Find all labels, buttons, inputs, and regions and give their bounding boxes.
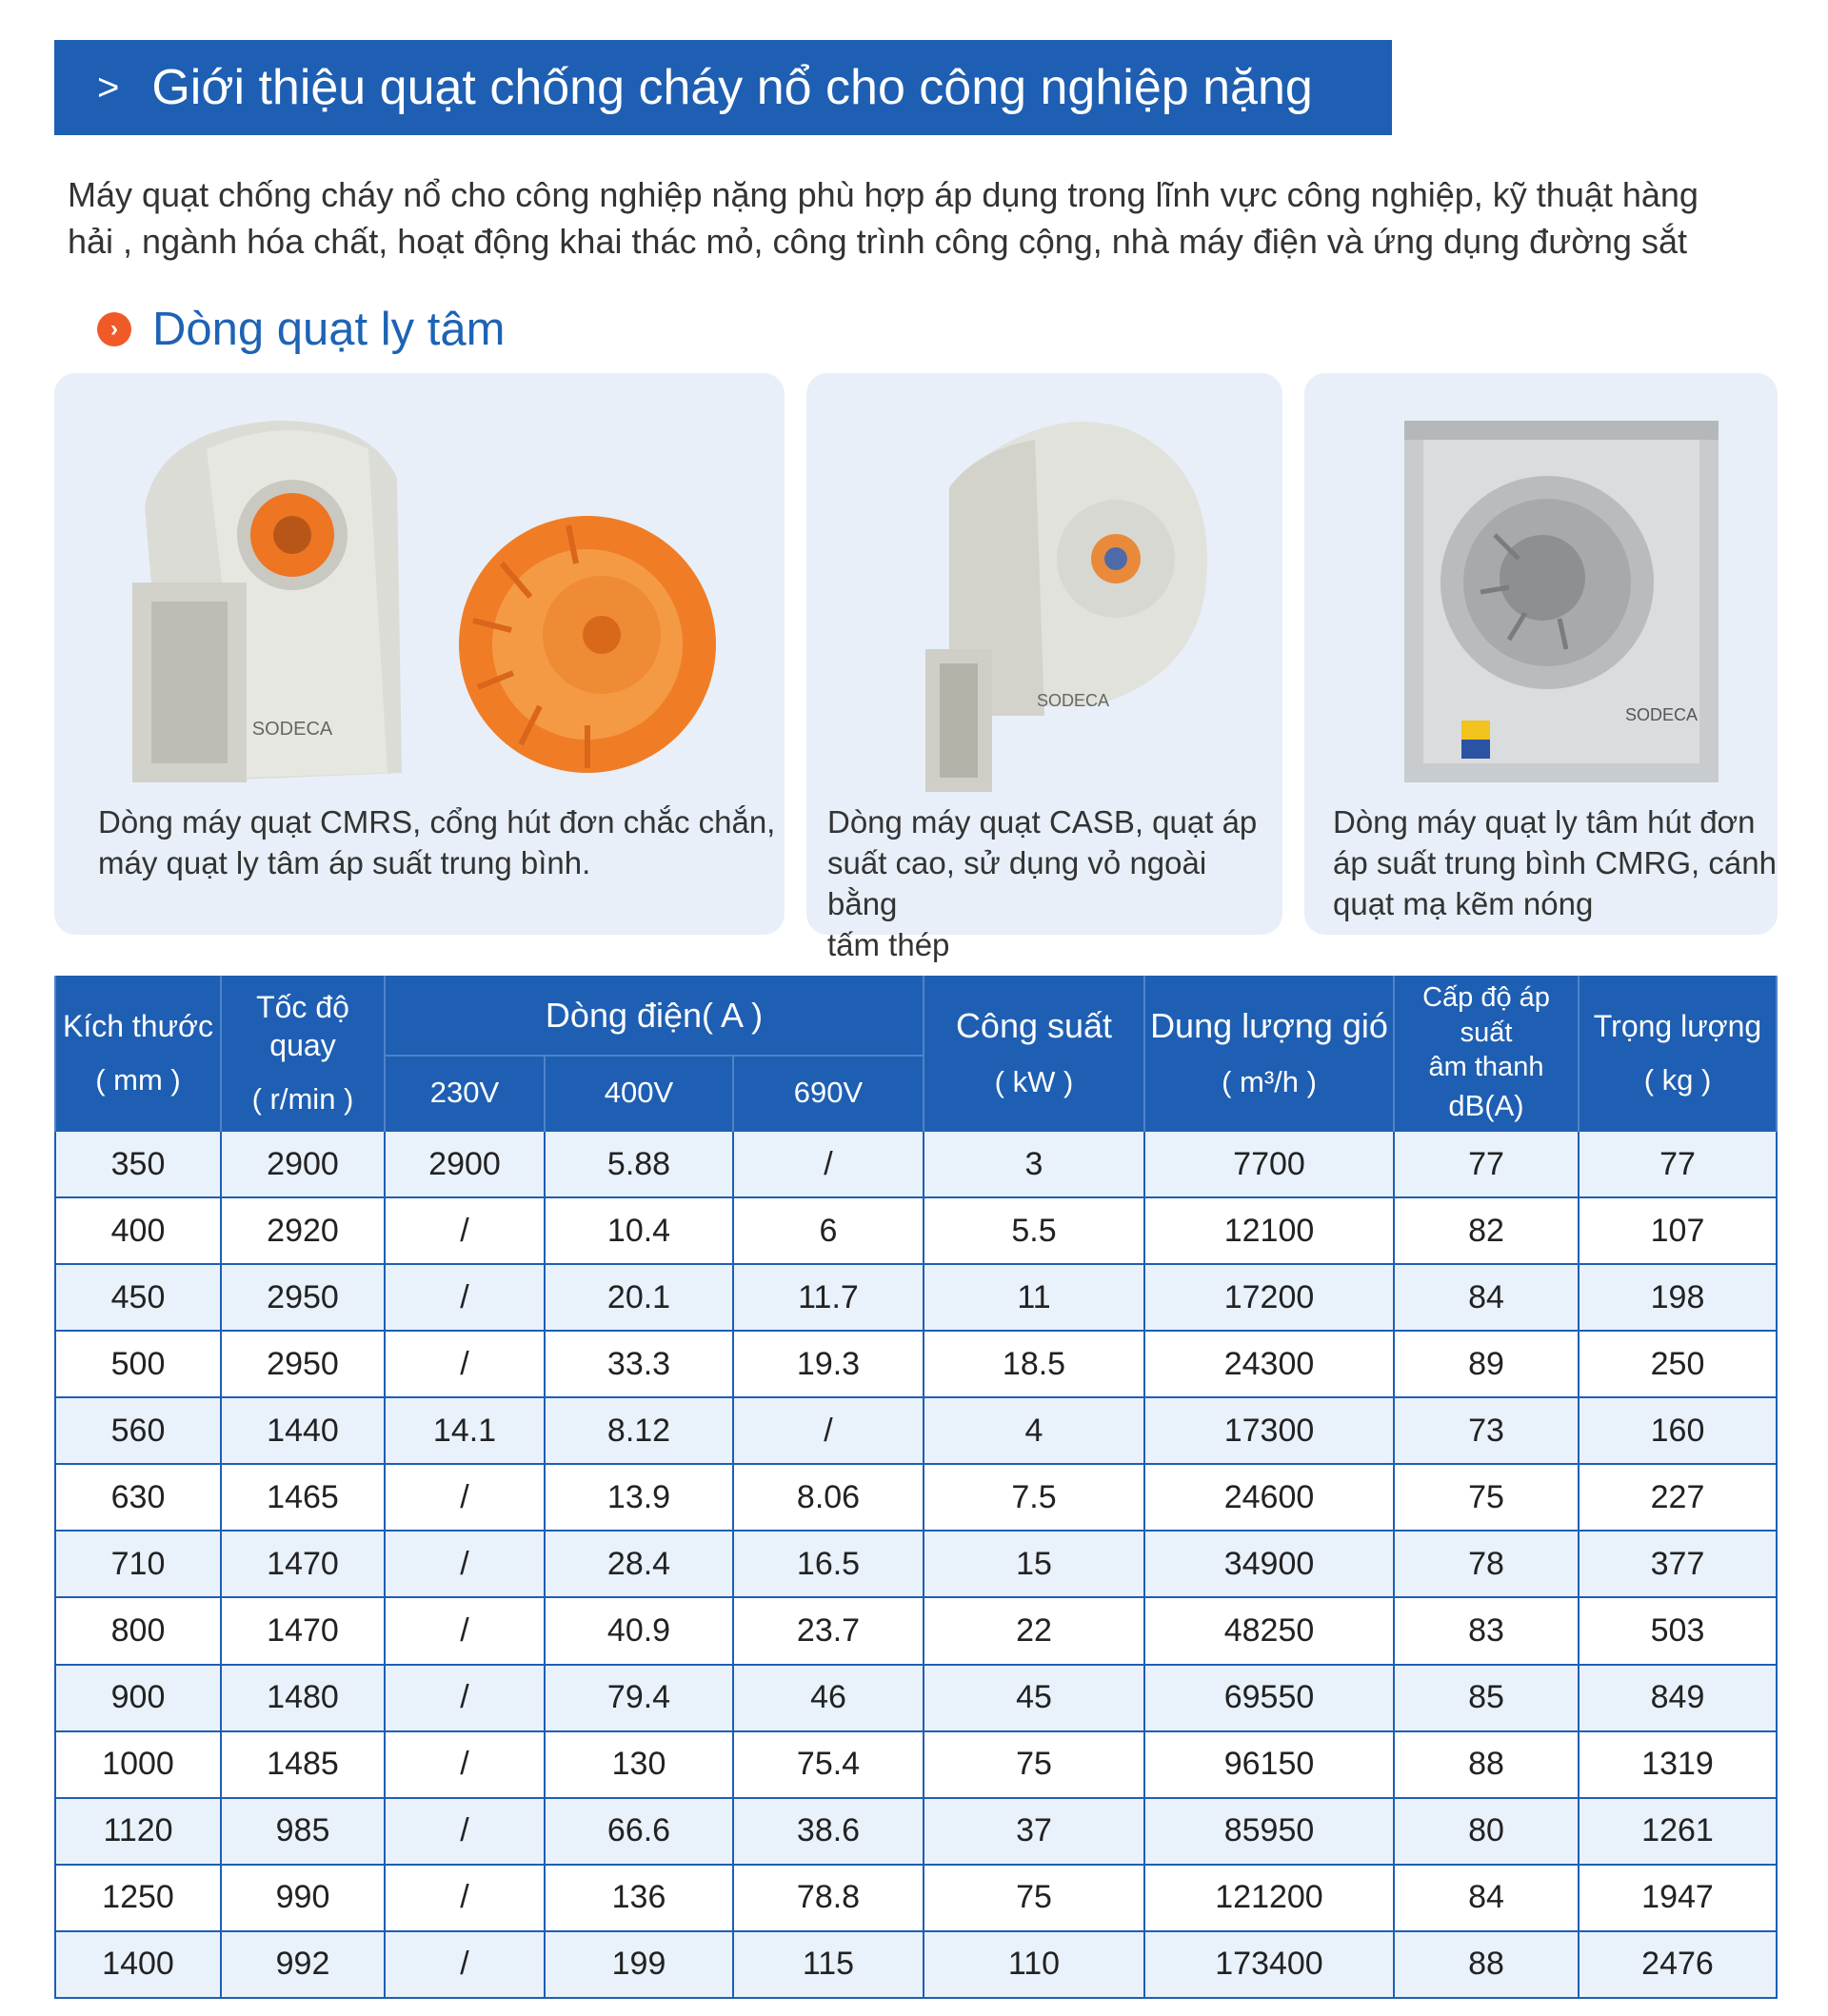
caption-line: tấm thép bbox=[827, 927, 950, 962]
cell-size: 450 bbox=[55, 1264, 221, 1331]
caption-line: Dòng máy quạt ly tâm hút đơn bbox=[1333, 804, 1756, 840]
cell-weight: 1319 bbox=[1579, 1731, 1777, 1798]
cell-current-230v: / bbox=[385, 1931, 545, 1998]
cell-speed: 1440 bbox=[221, 1397, 385, 1464]
cell-sound: 84 bbox=[1394, 1865, 1579, 1931]
table-row bbox=[55, 1731, 1777, 1798]
cell-speed: 1470 bbox=[221, 1531, 385, 1597]
page-title: Giới thiệu quạt chống cháy nổ cho công nghiệp nặng bbox=[151, 60, 1313, 115]
cell-current-690v: / bbox=[733, 1131, 924, 1197]
cell-size: 900 bbox=[55, 1665, 221, 1731]
table-row bbox=[55, 1865, 1777, 1931]
caption-line: máy quạt ly tâm áp suất trung bình. bbox=[98, 845, 591, 880]
cell-current-230v: / bbox=[385, 1197, 545, 1264]
cell-speed: 1465 bbox=[221, 1464, 385, 1531]
cell-sound: 88 bbox=[1394, 1731, 1579, 1798]
section-heading bbox=[97, 300, 505, 359]
casb-fan-image bbox=[806, 392, 1282, 801]
cell-sound: 80 bbox=[1394, 1798, 1579, 1865]
card-caption bbox=[827, 801, 1282, 965]
page-title-banner bbox=[54, 40, 1392, 135]
cell-power: 45 bbox=[924, 1665, 1144, 1731]
brand-logo-text: SODECA bbox=[1036, 691, 1110, 710]
cell-current-690v: 38.6 bbox=[733, 1798, 924, 1865]
cell-size: 500 bbox=[55, 1331, 221, 1397]
cell-current-400v: 20.1 bbox=[545, 1264, 733, 1331]
cell-airflow: 48250 bbox=[1144, 1597, 1394, 1664]
cell-airflow: 12100 bbox=[1144, 1197, 1394, 1264]
cell-current-690v: 6 bbox=[733, 1197, 924, 1264]
spec-table bbox=[54, 976, 1778, 1999]
cell-current-230v: / bbox=[385, 1531, 545, 1597]
chevron-right-icon: > bbox=[97, 66, 120, 109]
cell-size: 800 bbox=[55, 1597, 221, 1664]
product-card-casb bbox=[806, 373, 1282, 962]
cell-current-690v: / bbox=[733, 1397, 924, 1464]
cell-sound: 88 bbox=[1394, 1931, 1579, 1998]
table-row bbox=[55, 1197, 1777, 1264]
table-row bbox=[55, 1798, 1777, 1865]
product-card-cmrg bbox=[1304, 373, 1778, 935]
caption-line: suất cao, sử dụng vỏ ngoài bằng bbox=[827, 845, 1207, 921]
cell-current-230v: / bbox=[385, 1597, 545, 1664]
cell-current-400v: 8.12 bbox=[545, 1397, 733, 1464]
cell-weight: 107 bbox=[1579, 1197, 1777, 1264]
cell-power: 7.5 bbox=[924, 1464, 1144, 1531]
cell-airflow: 24300 bbox=[1144, 1331, 1394, 1397]
cell-current-690v: 75.4 bbox=[733, 1731, 924, 1798]
cell-current-400v: 40.9 bbox=[545, 1597, 733, 1664]
cell-size: 710 bbox=[55, 1531, 221, 1597]
cell-speed: 1470 bbox=[221, 1597, 385, 1664]
cell-sound: 84 bbox=[1394, 1264, 1579, 1331]
cell-power: 75 bbox=[924, 1865, 1144, 1931]
cell-airflow: 34900 bbox=[1144, 1531, 1394, 1597]
intro-paragraph bbox=[68, 171, 1762, 265]
cell-power: 18.5 bbox=[924, 1331, 1144, 1397]
cell-speed: 2950 bbox=[221, 1331, 385, 1397]
table-row bbox=[55, 1597, 1777, 1664]
section-title: Dòng quạt ly tâm bbox=[152, 304, 506, 355]
cell-size: 350 bbox=[55, 1131, 221, 1197]
cell-speed: 2950 bbox=[221, 1264, 385, 1331]
cell-weight: 227 bbox=[1579, 1464, 1777, 1531]
cell-size: 1000 bbox=[55, 1731, 221, 1798]
col-header-power: Công suất ( kW ) bbox=[924, 976, 1144, 1131]
cell-weight: 198 bbox=[1579, 1264, 1777, 1331]
spec-table-body bbox=[55, 1131, 1777, 1998]
cell-current-400v: 5.88 bbox=[545, 1131, 733, 1197]
caption-line: Dòng máy quạt CASB, quạt áp bbox=[827, 804, 1258, 840]
cell-airflow: 173400 bbox=[1144, 1931, 1394, 1998]
brand-logo-text: SODECA bbox=[1624, 705, 1699, 724]
product-card-cmrs bbox=[54, 373, 785, 935]
cell-airflow: 85950 bbox=[1144, 1798, 1394, 1865]
col-header-speed: Tốc độ quay ( r/min ) bbox=[221, 976, 385, 1131]
col-header-sound: Cấp độ áp suất âm thanh dB(A) bbox=[1394, 976, 1579, 1131]
cell-size: 1250 bbox=[55, 1865, 221, 1931]
cell-speed: 985 bbox=[221, 1798, 385, 1865]
cell-power: 37 bbox=[924, 1798, 1144, 1865]
cell-sound: 85 bbox=[1394, 1665, 1579, 1731]
cell-sound: 89 bbox=[1394, 1331, 1579, 1397]
cell-current-400v: 66.6 bbox=[545, 1798, 733, 1865]
cell-current-690v: 115 bbox=[733, 1931, 924, 1998]
intro-line: Máy quạt chống cháy nổ cho công nghiệp nặng phù hợp áp dụng trong lĩnh vực công nghiệp, kỹ thuật hàng bbox=[68, 175, 1699, 214]
cell-airflow: 17200 bbox=[1144, 1264, 1394, 1331]
table-row bbox=[55, 1264, 1777, 1331]
cell-current-690v: 78.8 bbox=[733, 1865, 924, 1931]
cell-power: 11 bbox=[924, 1264, 1144, 1331]
cell-power: 75 bbox=[924, 1731, 1144, 1798]
cell-current-690v: 11.7 bbox=[733, 1264, 924, 1331]
cell-current-230v: / bbox=[385, 1665, 545, 1731]
col-header-230v: 230V bbox=[385, 1056, 545, 1131]
cell-current-690v: 46 bbox=[733, 1665, 924, 1731]
cell-current-690v: 23.7 bbox=[733, 1597, 924, 1664]
cell-power: 3 bbox=[924, 1131, 1144, 1197]
cell-current-230v: / bbox=[385, 1264, 545, 1331]
intro-line: hải , ngành hóa chất, hoạt động khai thác mỏ, công trình công cộng, nhà máy điện và ứng dụng đường sắt bbox=[68, 222, 1687, 261]
cell-size: 1400 bbox=[55, 1931, 221, 1998]
cell-current-400v: 199 bbox=[545, 1931, 733, 1998]
cell-weight: 503 bbox=[1579, 1597, 1777, 1664]
cell-power: 22 bbox=[924, 1597, 1144, 1664]
cell-size: 630 bbox=[55, 1464, 221, 1531]
cell-sound: 78 bbox=[1394, 1531, 1579, 1597]
cell-current-230v: / bbox=[385, 1331, 545, 1397]
cell-current-690v: 16.5 bbox=[733, 1531, 924, 1597]
table-row bbox=[55, 1931, 1777, 1998]
cell-weight: 849 bbox=[1579, 1665, 1777, 1731]
cell-sound: 75 bbox=[1394, 1464, 1579, 1531]
cell-current-400v: 28.4 bbox=[545, 1531, 733, 1597]
caption-line: Dòng máy quạt CMRS, cổng hút đơn chắc chắn, bbox=[98, 804, 776, 840]
chevron-right-circle-icon: › bbox=[97, 312, 131, 346]
cell-power: 15 bbox=[924, 1531, 1144, 1597]
cmrs-fan-image bbox=[54, 392, 785, 801]
cell-airflow: 17300 bbox=[1144, 1397, 1394, 1464]
cell-size: 1120 bbox=[55, 1798, 221, 1865]
cell-current-690v: 19.3 bbox=[733, 1331, 924, 1397]
table-row bbox=[55, 1531, 1777, 1597]
cell-current-230v: / bbox=[385, 1798, 545, 1865]
cell-current-230v: / bbox=[385, 1464, 545, 1531]
cmrg-fan-image bbox=[1304, 392, 1778, 801]
cell-sound: 77 bbox=[1394, 1131, 1579, 1197]
cell-current-230v: 14.1 bbox=[385, 1397, 545, 1464]
cell-sound: 82 bbox=[1394, 1197, 1579, 1264]
cell-sound: 73 bbox=[1394, 1397, 1579, 1464]
cell-current-400v: 79.4 bbox=[545, 1665, 733, 1731]
cell-airflow: 24600 bbox=[1144, 1464, 1394, 1531]
cell-speed: 1485 bbox=[221, 1731, 385, 1798]
cell-airflow: 121200 bbox=[1144, 1865, 1394, 1931]
cell-speed: 1480 bbox=[221, 1665, 385, 1731]
cell-current-400v: 136 bbox=[545, 1865, 733, 1931]
cell-airflow: 69550 bbox=[1144, 1665, 1394, 1731]
table-row bbox=[55, 1665, 1777, 1731]
cell-speed: 992 bbox=[221, 1931, 385, 1998]
cell-weight: 160 bbox=[1579, 1397, 1777, 1464]
cell-current-230v: 2900 bbox=[385, 1131, 545, 1197]
cell-current-690v: 8.06 bbox=[733, 1464, 924, 1531]
col-header-400v: 400V bbox=[545, 1056, 733, 1131]
table-row bbox=[55, 1331, 1777, 1397]
card-caption bbox=[98, 801, 775, 883]
caption-line: áp suất trung bình CMRG, cánh bbox=[1333, 845, 1777, 880]
cell-size: 560 bbox=[55, 1397, 221, 1464]
caption-line: quạt mạ kẽm nóng bbox=[1333, 886, 1594, 921]
cell-current-400v: 13.9 bbox=[545, 1464, 733, 1531]
cell-airflow: 96150 bbox=[1144, 1731, 1394, 1798]
cell-airflow: 7700 bbox=[1144, 1131, 1394, 1197]
card-caption bbox=[1333, 801, 1777, 924]
col-header-size: Kích thước ( mm ) bbox=[55, 976, 221, 1131]
cell-weight: 250 bbox=[1579, 1331, 1777, 1397]
col-header-airflow: Dung lượng gió ( m³/h ) bbox=[1144, 976, 1394, 1131]
brand-logo-text: SODECA bbox=[251, 719, 333, 740]
cell-current-400v: 130 bbox=[545, 1731, 733, 1798]
cell-weight: 1947 bbox=[1579, 1865, 1777, 1931]
cell-weight: 77 bbox=[1579, 1131, 1777, 1197]
col-header-weight: Trọng lượng ( kg ) bbox=[1579, 976, 1777, 1131]
cell-power: 110 bbox=[924, 1931, 1144, 1998]
cell-weight: 377 bbox=[1579, 1531, 1777, 1597]
table-row bbox=[55, 1131, 1777, 1197]
col-header-current: Dòng điện( A ) bbox=[385, 976, 924, 1056]
cell-power: 4 bbox=[924, 1397, 1144, 1464]
cell-current-230v: / bbox=[385, 1731, 545, 1798]
col-header-690v: 690V bbox=[733, 1056, 924, 1131]
cell-size: 400 bbox=[55, 1197, 221, 1264]
cell-sound: 83 bbox=[1394, 1597, 1579, 1664]
cell-current-400v: 10.4 bbox=[545, 1197, 733, 1264]
table-row bbox=[55, 1464, 1777, 1531]
cell-weight: 1261 bbox=[1579, 1798, 1777, 1865]
cell-current-230v: / bbox=[385, 1865, 545, 1931]
cell-weight: 2476 bbox=[1579, 1931, 1777, 1998]
cell-speed: 990 bbox=[221, 1865, 385, 1931]
table-row bbox=[55, 1397, 1777, 1464]
cell-power: 5.5 bbox=[924, 1197, 1144, 1264]
cell-speed: 2900 bbox=[221, 1131, 385, 1197]
cell-speed: 2920 bbox=[221, 1197, 385, 1264]
cell-current-400v: 33.3 bbox=[545, 1331, 733, 1397]
